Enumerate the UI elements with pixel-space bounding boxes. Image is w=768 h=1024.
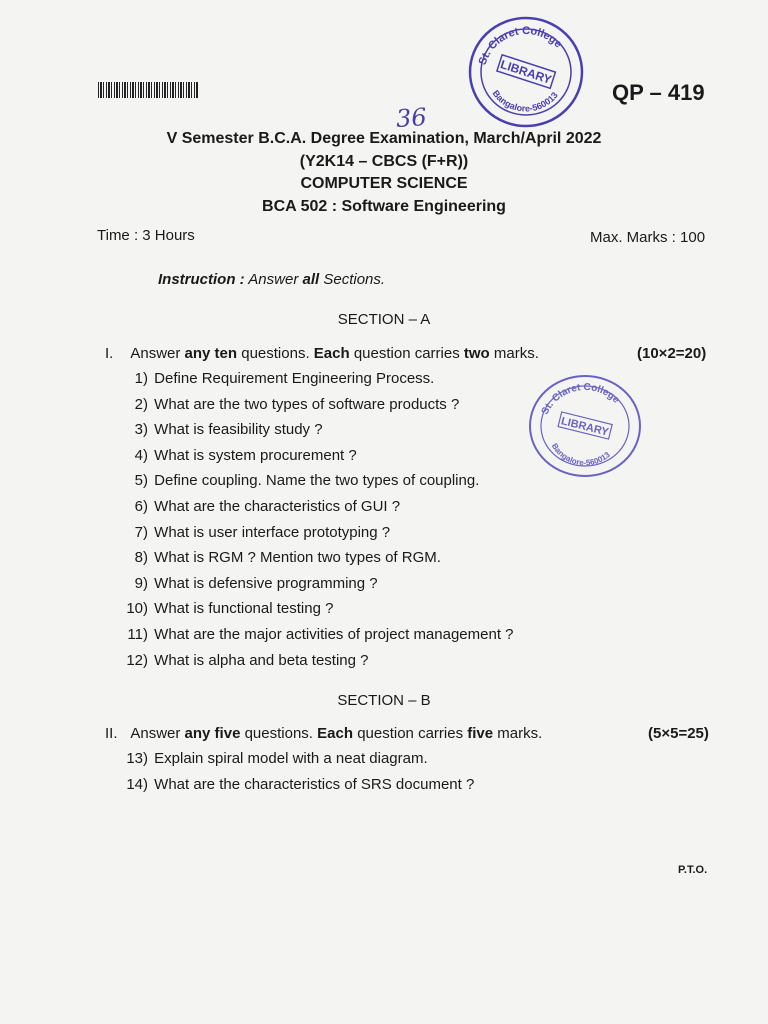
- handwritten-number: 36: [395, 102, 428, 134]
- time-allowed: Time : 3 Hours: [97, 227, 195, 244]
- max-marks: Max. Marks : 100: [590, 229, 706, 246]
- section-b-marks: (5×5=25): [648, 725, 709, 742]
- stamp-place-text: Bangalore-560013: [549, 441, 612, 468]
- svg-text:Bangalore-560013: [491, 88, 560, 113]
- lead-text: Answer: [130, 725, 181, 742]
- question-item: [118, 472, 479, 489]
- question-text: What is alpha and beta testing ?: [154, 651, 369, 669]
- question-number: 6): [134, 498, 148, 515]
- stamp-college-text: St. Claret College: [539, 381, 622, 417]
- stamp-college-text: St. Claret College: [476, 24, 565, 67]
- question-item: [118, 498, 400, 515]
- question-number: 7): [134, 523, 148, 541]
- roman-numeral: II.: [105, 725, 118, 742]
- question-item: [118, 524, 390, 541]
- pto-label: P.T.O.: [678, 864, 708, 876]
- exam-scheme: (Y2K14 – CBCS (F+R)): [299, 153, 469, 170]
- question-text: Define coupling. Name the two types of coupling.: [154, 472, 480, 490]
- instruction-bold: all: [302, 271, 320, 288]
- section-b-title: SECTION – B: [337, 692, 431, 709]
- question-text: What is feasibility study ?: [154, 421, 323, 439]
- question-text: What are the characteristics of GUI ?: [154, 498, 401, 515]
- lead-text: question carries: [353, 345, 460, 362]
- question-text: What are the two types of software products ?: [154, 395, 460, 413]
- stamp-place-text: Bangalore-560013: [490, 88, 560, 114]
- question-number: 3): [134, 421, 148, 439]
- stamp-library-text: LIBRARY: [498, 57, 554, 87]
- question-text: What is system procurement ?: [154, 446, 357, 464]
- question-number: 5): [134, 472, 148, 490]
- question-item: [118, 626, 514, 643]
- question-text: What are the characteristics of SRS document ?: [154, 776, 475, 793]
- question-number: 14): [126, 776, 148, 793]
- question-text: What is RGM ? Mention two types of RGM.: [154, 549, 441, 567]
- lead-bold: five: [467, 725, 494, 742]
- question-text: What are the major activities of project management ?: [154, 626, 514, 643]
- question-number: 13): [126, 750, 148, 767]
- exam-paper: BCA 502 : Software Engineering: [262, 198, 506, 215]
- question-number: 4): [134, 446, 148, 464]
- question-text: What is user interface prototyping ?: [154, 523, 391, 541]
- stamp-library-text: LIBRARY: [559, 415, 610, 439]
- question-text: Explain spiral model with a neat diagram.: [154, 750, 428, 767]
- question-text: What is functional testing ?: [154, 600, 334, 618]
- question-item: [118, 447, 357, 464]
- question-number: 8): [134, 549, 148, 567]
- lead-text: Answer: [130, 345, 181, 362]
- section-b-instruction: [105, 725, 542, 742]
- question-number: 9): [134, 574, 148, 592]
- question-text: Define Requirement Engineering Process.: [154, 370, 435, 387]
- roman-numeral: I.: [105, 345, 114, 362]
- instruction-text-end: Sections.: [323, 271, 386, 288]
- question-item: [118, 396, 459, 413]
- lead-bold: any ten: [184, 345, 238, 362]
- barcode: [98, 82, 198, 98]
- lead-text: questions.: [244, 725, 313, 742]
- question-item: [118, 575, 378, 592]
- section-a-marks: (10×2=20): [637, 345, 707, 362]
- instruction-line: [158, 271, 385, 288]
- lead-text: marks.: [493, 345, 539, 362]
- question-item: [118, 776, 474, 793]
- library-stamp-top: [466, 14, 586, 130]
- library-stamp-middle: [526, 372, 644, 480]
- question-number: 10): [126, 600, 148, 618]
- lead-bold: Each: [313, 345, 350, 362]
- exam-title: V Semester B.C.A. Degree Examination, March/April 2022: [166, 130, 602, 147]
- question-number: 11): [127, 626, 148, 643]
- question-item: [118, 549, 441, 566]
- lead-bold: Each: [317, 725, 354, 742]
- question-item: [118, 370, 434, 387]
- question-item: [118, 600, 333, 617]
- lead-bold: any five: [184, 725, 241, 742]
- lead-text: question carries: [357, 725, 464, 742]
- lead-bold: two: [463, 345, 490, 362]
- instruction-text: Answer: [248, 271, 299, 288]
- instruction-label: Instruction :: [158, 271, 245, 288]
- question-number: 1): [134, 370, 148, 387]
- question-text: What is defensive programming ?: [154, 574, 378, 592]
- svg-text:Bangalore-560013: [550, 442, 612, 468]
- question-item: [118, 652, 368, 669]
- lead-text: marks.: [497, 725, 543, 742]
- question-item: [118, 750, 428, 767]
- lead-text: questions.: [241, 345, 310, 362]
- question-number: 2): [134, 395, 148, 413]
- section-a-instruction: [105, 345, 539, 362]
- section-a-title: SECTION – A: [337, 311, 431, 328]
- exam-subject: COMPUTER SCIENCE: [300, 175, 468, 192]
- question-number: 12): [126, 651, 148, 669]
- qp-code: QP – 419: [612, 80, 705, 105]
- question-item: [118, 421, 323, 438]
